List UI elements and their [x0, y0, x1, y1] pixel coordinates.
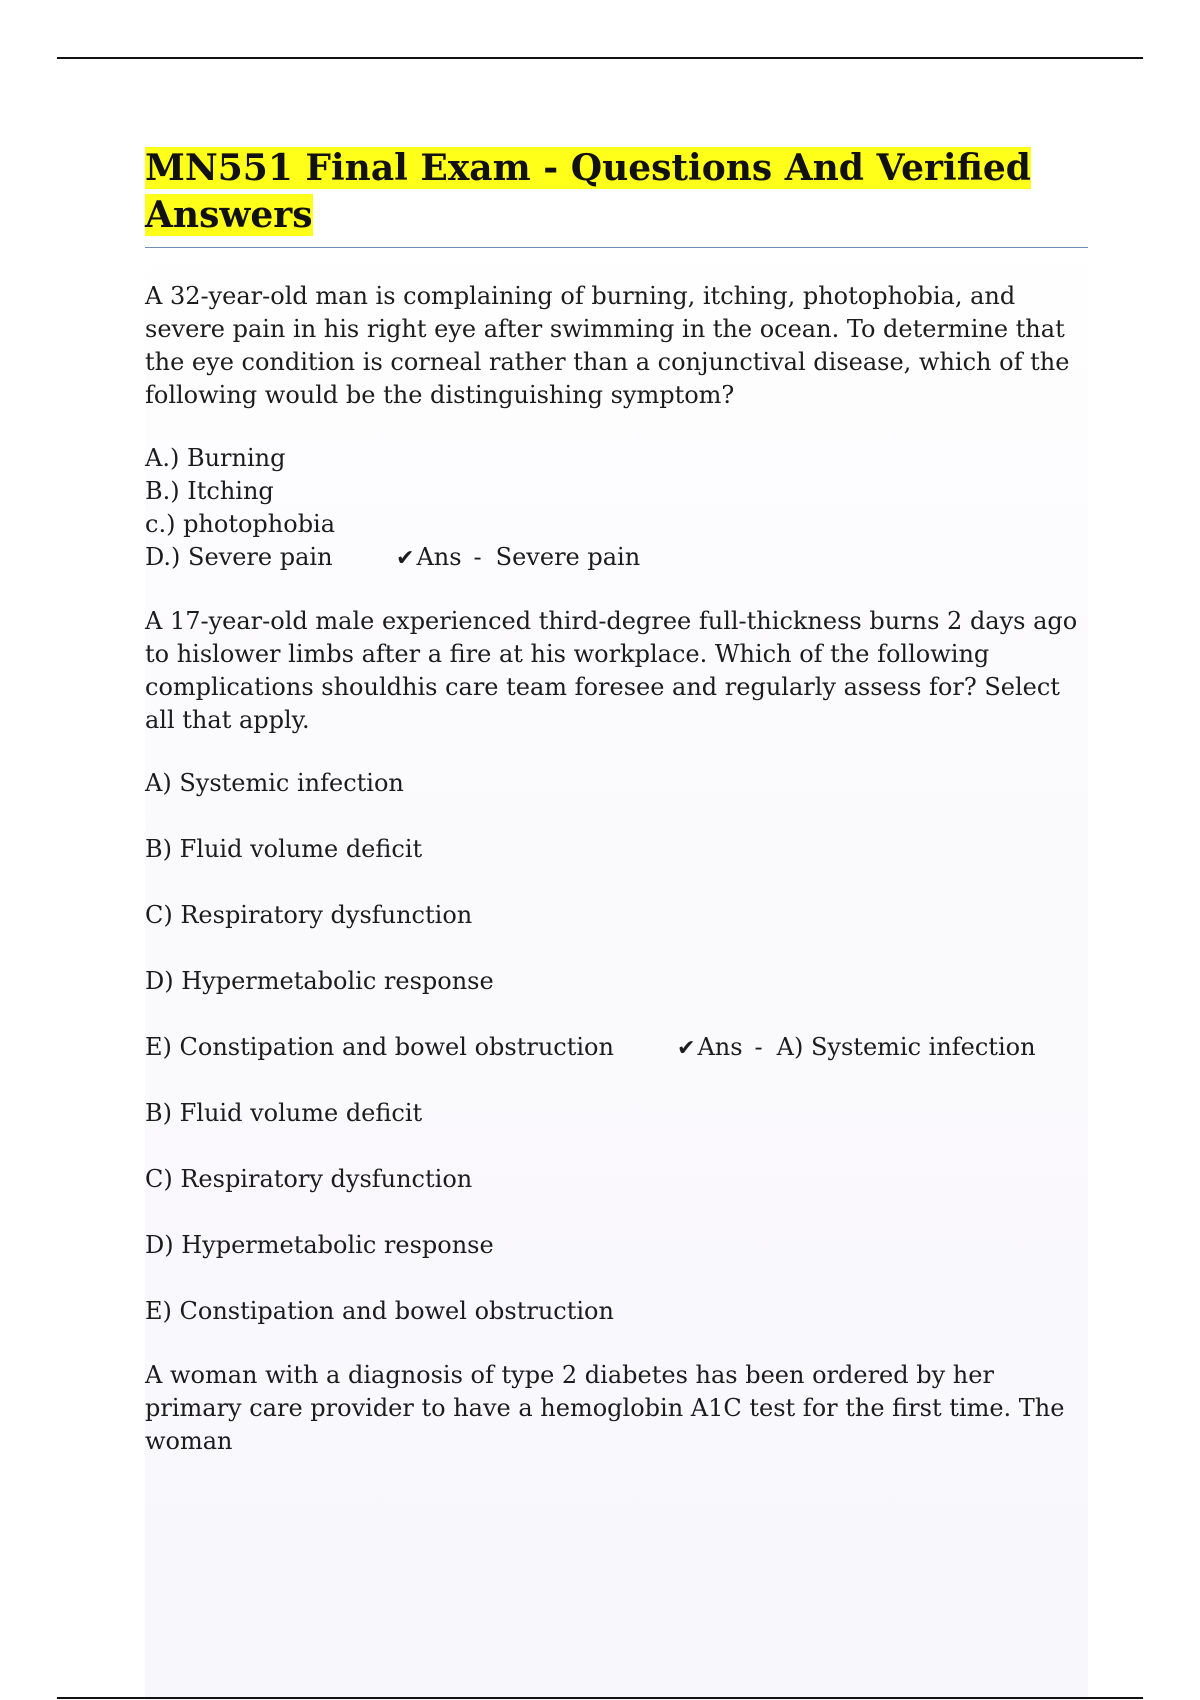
- question-1-options: [145, 442, 1088, 574]
- question-1-text: A 32-year-old man is complaining of burning, itching, photophobia, and severe pain in his right eye after swimming in the ocean. To determine that the eye condition is corneal rather than a conjunctival disease, which of the following would be the distinguishing symptom?: [145, 282, 1070, 409]
- question-3-text: A woman with a diagnosis of type 2 diabetes has been ordered by her primary care provider to have a hemoglobin A1C test for the first time. The woman: [145, 1361, 1065, 1455]
- checkmark-icon: ✔: [677, 1036, 696, 1061]
- page-title: [145, 145, 1088, 239]
- q2-answer-cont-b: B) Fluid volume deficit: [145, 1099, 423, 1127]
- page-bottom-rule: [57, 1697, 1143, 1699]
- q1-option-c: c.) photophobia: [145, 510, 336, 538]
- page-top-rule: [57, 57, 1143, 59]
- document-body: [145, 145, 1088, 1488]
- answer-text: Severe pain: [495, 543, 641, 571]
- answer-text: A) Systemic infection: [776, 1033, 1036, 1061]
- q1-option-d: D.) Severe pain: [145, 543, 333, 571]
- q2-option-b: B) Fluid volume deficit: [145, 835, 423, 863]
- title-line-2: Answers: [145, 194, 313, 236]
- q1-option-a: A.) Burning: [145, 444, 286, 472]
- q2-option-e: E) Constipation and bowel obstruction: [145, 1033, 614, 1061]
- q1-option-b: B.) Itching: [145, 477, 274, 505]
- q2-option-a: A) Systemic infection: [145, 769, 404, 797]
- q2-answer-cont-c: C) Respiratory dysfunction: [145, 1165, 473, 1193]
- q2-answer-cont-d: D) Hypermetabolic response: [145, 1231, 494, 1259]
- answer-label: Ans: [697, 1033, 743, 1061]
- q2-option-e-row: [145, 1031, 1088, 1064]
- answer-label: Ans: [416, 543, 462, 571]
- q1-option-d-row: [145, 541, 1088, 574]
- q2-answer: [677, 1031, 1036, 1065]
- question-2-options: [145, 767, 1088, 1328]
- checkmark-icon: ✔: [396, 546, 415, 571]
- q1-answer: [396, 541, 640, 575]
- q2-option-d: D) Hypermetabolic response: [145, 967, 494, 995]
- title-line-1: MN551 Final Exam - Questions And Verified: [145, 147, 1031, 189]
- answer-dash: -: [754, 1033, 763, 1061]
- question-2-text: A 17-year-old male experienced third-degree full-thickness burns 2 days ago to hislower limbs after a fire at his workplace. Which of the following complications shouldhis care team foresee and regularly assess for? Select all that apply.: [145, 607, 1078, 734]
- q2-answer-cont-e: E) Constipation and bowel obstruction: [145, 1297, 614, 1325]
- q2-option-c: C) Respiratory dysfunction: [145, 901, 473, 929]
- answer-dash: -: [473, 543, 482, 571]
- title-block: [145, 145, 1088, 248]
